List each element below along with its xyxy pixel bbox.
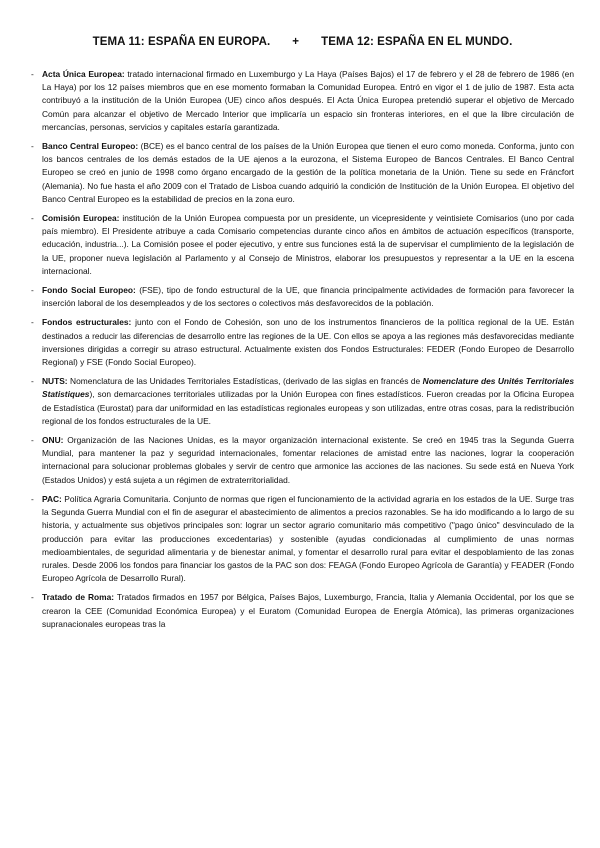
definition-item-fondos-estructurales	[31, 316, 574, 369]
definition-text: institución de la Unión Europea compuesta por un presidente, un vicepresidente y veintisiete Comisarios (uno por cada país miembro). El Presidente atribuye a cada Comisario competencias durante cinco años en ámbitos de actuación específicos (transporte, educación, industria...). La Comisión posee el poder ejecutivo, y entre sus funciones está la de supervisar el cumplimiento de la legislación de la UE, proponer nueva legislación al Parlamento y al Consejo de Ministros, elaborar los presupuestos y representar a la UE en la escena internacional.	[42, 213, 574, 276]
definition-term: Tratado de Roma:	[42, 592, 115, 603]
definition-item-acta-unica	[31, 68, 574, 134]
bullet-dash: -	[31, 435, 34, 446]
definition-text: (BCE) es el banco central de los países de la Unión Europea que tienen el euro como moneda. Conforma, junto con los bancos centrales de los demás estados de la UE ajenos a la eurozona, el Sistema Europeo de Bancos Centrales. El Banco Central Europeo se creó en junio de 1998 como órgano encargado de la gestión de la política monetaria de la Unión. Tiene su sede en Fráncfort (Alemania). No fue hasta el año 2009 con el Tratado de Lisboa cuando adquirió la condición de Institución de la Unión Europea. El objetivo del Banco Central Europeo es la estabilidad de precios en la zona euro.	[42, 141, 575, 204]
definition-text: ), son demarcaciones territoriales utilizadas por la Unión Europea con fines estadísticos. Fueron creadas por la Oficina Europea de Estadística (Eurostat) para dar uniformidad en las estadísticas regionales europeas y son utilizadas, entre otras cosas, para la redistribución regional de los fondos estructurales de la UE.	[42, 389, 574, 426]
topic-12-title: TEMA 12: ESPAÑA EN EL MUNDO.	[321, 36, 513, 48]
topic-11-title: TEMA 11: ESPAÑA EN EUROPA.	[92, 36, 271, 48]
definition-text: junto con el Fondo de Cohesión, son uno de los instrumentos financieros de la política regional de la UE. Están destinados a reducir las diferencias de desarrollo entre las regiones de la UE. Con ellos se apoya a las regiones más desfavorecidas mediante inversiones dirigidas a corregir su atraso estructural. Actualmente existen dos Fondos Estructurales: FEDER (Fondo Europeo de Desarrollo Regional) y FSE (Fondo Social Europeo).	[42, 317, 574, 368]
definition-text: Nomenclatura de las Unidades Territoriales Estadísticas, (derivado de las siglas en francés de	[67, 376, 423, 387]
definition-term: Acta Única Europea:	[42, 69, 125, 79]
definition-item-fse	[31, 284, 574, 310]
bullet-dash: -	[31, 69, 34, 79]
bullet-dash: -	[31, 493, 34, 504]
definition-term: Fondos estructurales:	[42, 317, 132, 328]
definition-term: ONU:	[42, 435, 64, 446]
definition-term: NUTS:	[42, 376, 68, 387]
definition-term: Banco Central Europeo:	[42, 141, 139, 152]
bullet-dash: -	[31, 213, 34, 224]
definition-text: Organización de las Naciones Unidas, es la mayor organización internacional existente. Se creó en 1945 tras la Segunda Guerra Mundial, para mantener la paz y seguridad internacionales, fomentar relaciones de amistad entre las naciones, lograr la cooperación internacional para solucionar problemas globales y servir de centro que armonice las acciones de las naciones. Su sede está en Nueva York (Estados Unidos) y está sujeta a un régimen de extraterritorialidad.	[42, 435, 574, 485]
definition-term: Comisión Europea:	[42, 213, 120, 224]
title-separator: +	[292, 36, 300, 48]
definition-item-pac	[31, 493, 574, 585]
bullet-dash: -	[31, 285, 34, 296]
bullet-dash: -	[31, 592, 34, 603]
definition-text: (FSE), tipo de fondo estructural de la UE, que financia principalmente actividades de formación para favorecer la inserción laboral de los desempleados y de los sectores o colectivos más desfavorecidos de la población.	[42, 285, 574, 309]
definition-term: PAC:	[42, 493, 62, 504]
definition-term: Fondo Social Europeo:	[42, 285, 136, 296]
page-header	[31, 36, 574, 48]
definition-item-bce	[31, 140, 574, 206]
definition-text: Política Agraria Comunitaria. Conjunto de normas que rigen el funcionamiento de la actividad agraria en los estados de la UE. Surge tras la Segunda Guerra Mundial con el fin de asegurar el abastecimiento de alimentos a precios razonables. Se ha ido modificando a lo largo de su historia, y actualmente sus objetivos principales son: lograr un sector agrario comunitario más competitivo ("pago único" desvinculado de la producción para evitar las producciones excedentarias) y sostenible (ayudas condicionadas al cumplimiento de unas normas medioambientales, de seguridad alimentaria y de bienestar animal, y fomentar el desarrollo rural para evitar el despoblamiento de las zonas rurales. Desde 2006 los fondos para financiar los gastos de la PAC son dos: FEAGA (Fondo Europeo Agrícola de Garantía) y FEADER (Fondo Europeo Agrícola de Desarrollo Rural).	[42, 493, 574, 584]
definition-text: Tratados firmados en 1957 por Bélgica, Países Bajos, Luxemburgo, Francia, Italia y Alemania Occidental, por los que se crearon la CEE (Comunidad Económica Europea) y el Euratom (Comunidad Europea de Energía Atómica), las primeras organizaciones supranacionales europeas tras la	[42, 592, 574, 629]
definition-list	[31, 68, 574, 631]
bullet-dash: -	[31, 141, 34, 152]
definition-item-comision	[31, 212, 574, 278]
definition-item-onu	[31, 434, 574, 487]
bullet-dash: -	[31, 376, 34, 387]
bullet-dash: -	[31, 317, 34, 328]
definition-text: tratado internacional firmado en Luxemburgo y La Haya (Países Bajos) el 17 de febrero y el 28 de febrero de 1986 (en La Haya) por los 12 países miembros que en ese momento formaban la Comunidad Europea. Entró en vigor el 1 de julio de 1987. Esta acta contribuyó a la institución de la Unión Europea (UE) cinco años después. El Acta Única Europea pretendió superar el objetivo de Mercado Común para alcanzar el objetivo de Mercado Interior que implicaría un espacio sin fronteras interiores, en el que la libre circulación de mercancías, personas, servicios y capitales estaría garantizada.	[42, 69, 574, 132]
definition-item-tratado-roma	[31, 591, 574, 631]
definition-item-nuts	[31, 375, 574, 428]
definition-italic-term: Nomenclature des Unités Territoriales Statistiques	[42, 376, 574, 400]
